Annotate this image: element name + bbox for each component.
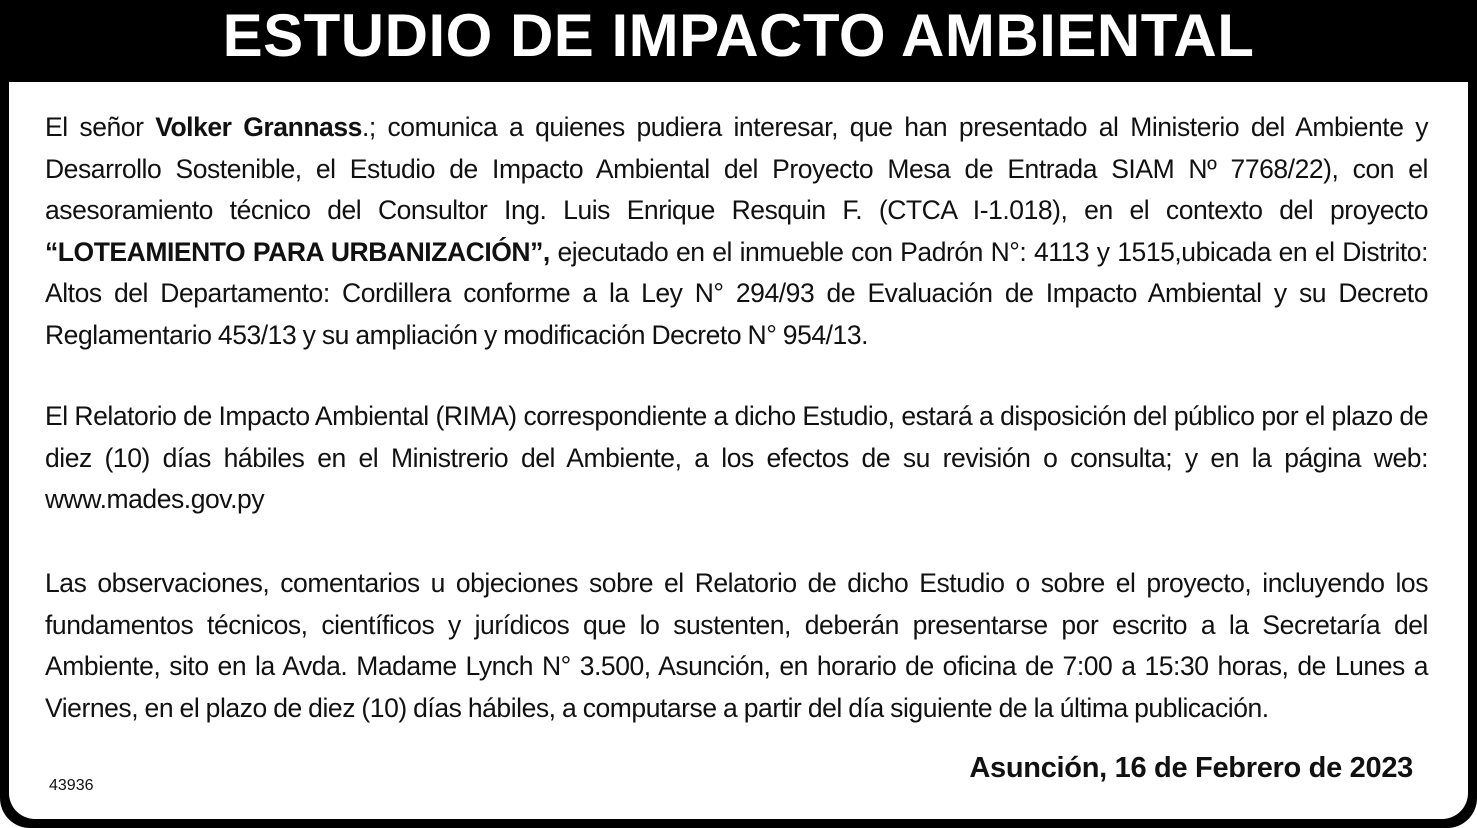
paragraph-rima-availability: El Relatorio de Impacto Ambiental (RIMA) correspondiente a dicho Estudio, estará a disposición del público por el plazo de diez (10) días hábiles en el Ministrerio del Ambiente, a los efectos de su revisión o consulta; y en la página web: www.mades.gov.py xyxy=(45,401,1428,514)
paragraph-observations: Las observaciones, comentarios u objeciones sobre el Relatorio de dicho Estudio o sobre el proyecto, incluyendo los fundamentos técnicos, científicos y jurídicos que lo sustenten, deberán presentarse por escrito a la Secretaría del Ambiente, sito en la Avda. Madame Lynch N° 3.500, Asunción, en horario de oficina de 7:00 a 15:30 horas, de Lunes a Viernes, en el plazo de diez (10) días hábiles, a computarse a partir del día siguiente de la última publicación. xyxy=(45,568,1428,723)
intro-text: El señor xyxy=(45,112,156,142)
announcement-closing-text: ejecutado en el inmueble con Padrón N°: 4113 y 1515,ubicada en el Distrito: Altos del Departamento: Cordillera conforme a la Ley N° 294/93 de Evaluación de Impacto Ambiental y su Decreto Reglamentario 453/13 y su ampliación y modificación Decreto N° 954/13. xyxy=(45,236,1428,350)
paragraph-announcement xyxy=(45,107,1428,356)
reference-number: 43936 xyxy=(49,777,94,794)
project-name: “LOTEAMIENTO PARA URBANIZACIÓN”, xyxy=(45,236,550,267)
announcement-text: .; comunica a quienes pudiera interesar, que han presentado al Ministerio del Ambiente y Desarrollo Sostenible, el Estudio de Impacto Ambiental del Proyecto Mesa de Entrada SIAM Nº 7768/22), con el asesoramiento técnico del Consultor Ing. Luis Enrique Resquin F. (CTCA I-1.018), en el contexto del proyecto xyxy=(45,112,1429,225)
proponent-name: Volker Grannass xyxy=(155,112,362,142)
date-line: Asunción, 16 de Febrero de 2023 xyxy=(969,752,1413,784)
notice-body xyxy=(9,82,1468,819)
notice-title: ESTUDIO DE IMPACTO AMBIENTAL xyxy=(222,2,1255,69)
